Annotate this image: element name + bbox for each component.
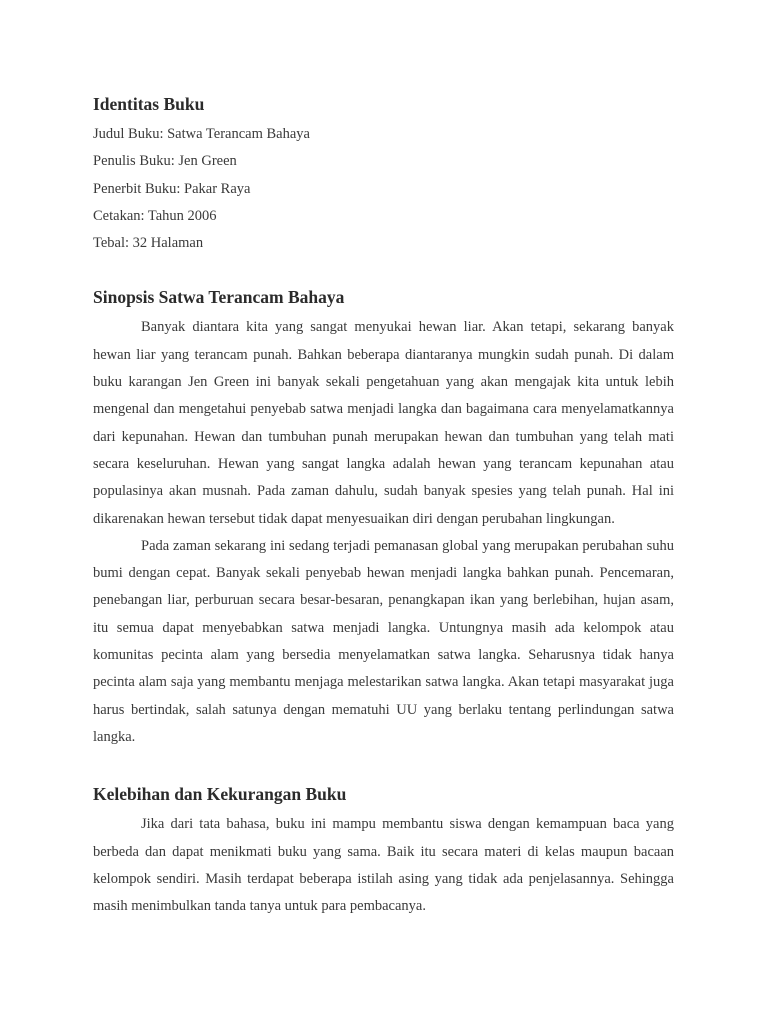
- book-identity-section: [93, 92, 674, 257]
- book-edition-line: Cetakan: Tahun 2006: [93, 207, 217, 224]
- book-publisher-line: Penerbit Buku: Pakar Raya: [93, 180, 251, 197]
- review-heading: Kelebihan dan Kekurangan Buku: [93, 784, 347, 805]
- synopsis-paragraph-2: Pada zaman sekarang ini sedang terjadi pemanasan global yang merupakan perubahan suhu bumi dengan cepat. Banyak sekali penyebab hewan menjadi langka bahkan punah. Pencemaran, penebangan liar, perburuan secara besar-besaran, penangkapan ikan yang berlebihan, hujan asam, itu semua dapat menyebabkan satwa menjadi langka. Untungnya masih ada kelompok atau komunitas pecinta alam yang bersedia menyelamatkan satwa langka. Seharusnya tidak hanya pecinta alam saja yang membantu menjaga melestarikan satwa langka. Akan tetapi masyarakat juga harus bertindak, salah satunya dengan mematuhi UU yang berlaku tentang perlindungan satwa langka.: [93, 537, 674, 745]
- synopsis-paragraph-1: Banyak diantara kita yang sangat menyukai hewan liar. Akan tetapi, sekarang banyak hewan liar yang terancam punah. Bahkan beberapa diantaranya mungkin sudah punah. Di dalam buku karangan Jen Green ini banyak sekali pengetahuan yang akan mengajak kita untuk lebih mengenal dan mengetahui penyebab satwa menjadi langka dan bagaimana cara menyelamatkannya dari kepunahan. Hewan dan tumbuhan punah merupakan hewan dan tumbuhan yang telah mati secara keseluruhan. Hewan yang sangat langka adalah hewan yang terancam kepunahan atau populasinya akan musnah. Pada zaman dahulu, sudah banyak spesies yang telah punah. Hal ini dikarenakan hewan tersebut tidak dapat menyesuaikan diri dengan perubahan lingkungan.: [93, 319, 674, 527]
- review-section: [93, 782, 674, 920]
- review-paragraph-1: Jika dari tata bahasa, buku ini mampu membantu siswa dengan kemampuan baca yang berbeda dan dapat menikmati buku yang sama. Baik itu secara materi di kelas maupun bacaan kelompok sendiri. Masih terdapat beberapa istilah asing yang tidak ada penjelasannya. Sehingga masih menimbulkan tanda tanya untuk para pembacanya.: [93, 816, 674, 915]
- book-author-line: Penulis Buku: Jen Green: [93, 153, 237, 170]
- synopsis-heading: Sinopsis Satwa Terancam Bahaya: [93, 287, 345, 308]
- book-identity-heading: Identitas Buku: [93, 94, 205, 114]
- document-page: [93, 92, 674, 920]
- synopsis-section: [93, 285, 674, 751]
- book-pages-line: Tebal: 32 Halaman: [93, 235, 204, 252]
- book-title-line: Judul Buku: Satwa Terancam Bahaya: [93, 126, 310, 142]
